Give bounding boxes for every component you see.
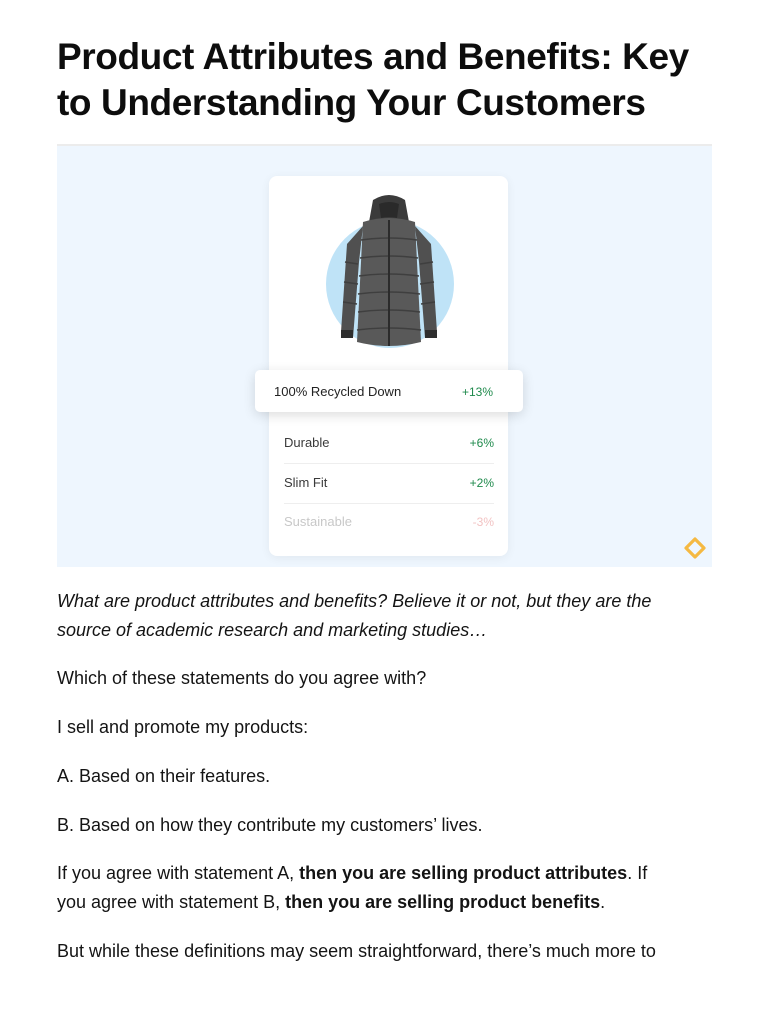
closing-paragraph: But while these definitions may seem straightforward, there’s much more to (57, 941, 656, 961)
article-title-line-1: Product Attributes and Benefits: Key (57, 36, 689, 77)
attribute-name: Sustainable (284, 514, 352, 529)
attribute-change: +6% (469, 436, 494, 450)
conclusion-bold-attributes: then you are selling product attributes (299, 863, 628, 883)
conclusion-line-2 (57, 888, 717, 917)
diamond-icon (684, 537, 706, 559)
hero-image (57, 146, 712, 567)
attribute-row-durable (284, 424, 494, 464)
conclusion-text: . If (627, 863, 648, 883)
attribute-name: 100% Recycled Down (274, 384, 402, 399)
intro-paragraph (57, 587, 717, 645)
option-b-paragraph: B. Based on how they contribute my customers’ lives. (57, 815, 483, 835)
product-card (269, 176, 508, 556)
conclusion-text: If you agree with statement A, (57, 863, 300, 883)
attribute-row-sustainable (284, 503, 494, 542)
conclusion-line-1 (57, 859, 717, 888)
attribute-change: +2% (469, 476, 494, 490)
article-title (57, 34, 717, 126)
conclusion-bold-benefits: then you are selling product benefits (285, 892, 601, 912)
attribute-change: -3% (472, 515, 494, 529)
attribute-row-slim-fit (284, 464, 494, 504)
intro-line-1: What are product attributes and benefits? Believe it or not, but they are the (57, 591, 652, 611)
lead-paragraph: I sell and promote my products: (57, 717, 309, 737)
conclusion-paragraph (57, 859, 717, 917)
jacket-image (333, 192, 445, 356)
conclusion-text: you agree with statement B, (57, 892, 286, 912)
option-a-paragraph: A. Based on their features. (57, 766, 271, 786)
article-title-line-2: to Understanding Your Customers (57, 82, 646, 123)
attribute-change: +13% (461, 385, 493, 399)
conclusion-text: . (600, 892, 606, 912)
question-paragraph: Which of these statements do you agree with? (57, 668, 427, 688)
attribute-name: Durable (284, 435, 330, 450)
attribute-name: Slim Fit (284, 475, 328, 490)
intro-line-2: source of academic research and marketing studies… (57, 620, 488, 640)
attribute-row-highlighted (255, 370, 523, 412)
